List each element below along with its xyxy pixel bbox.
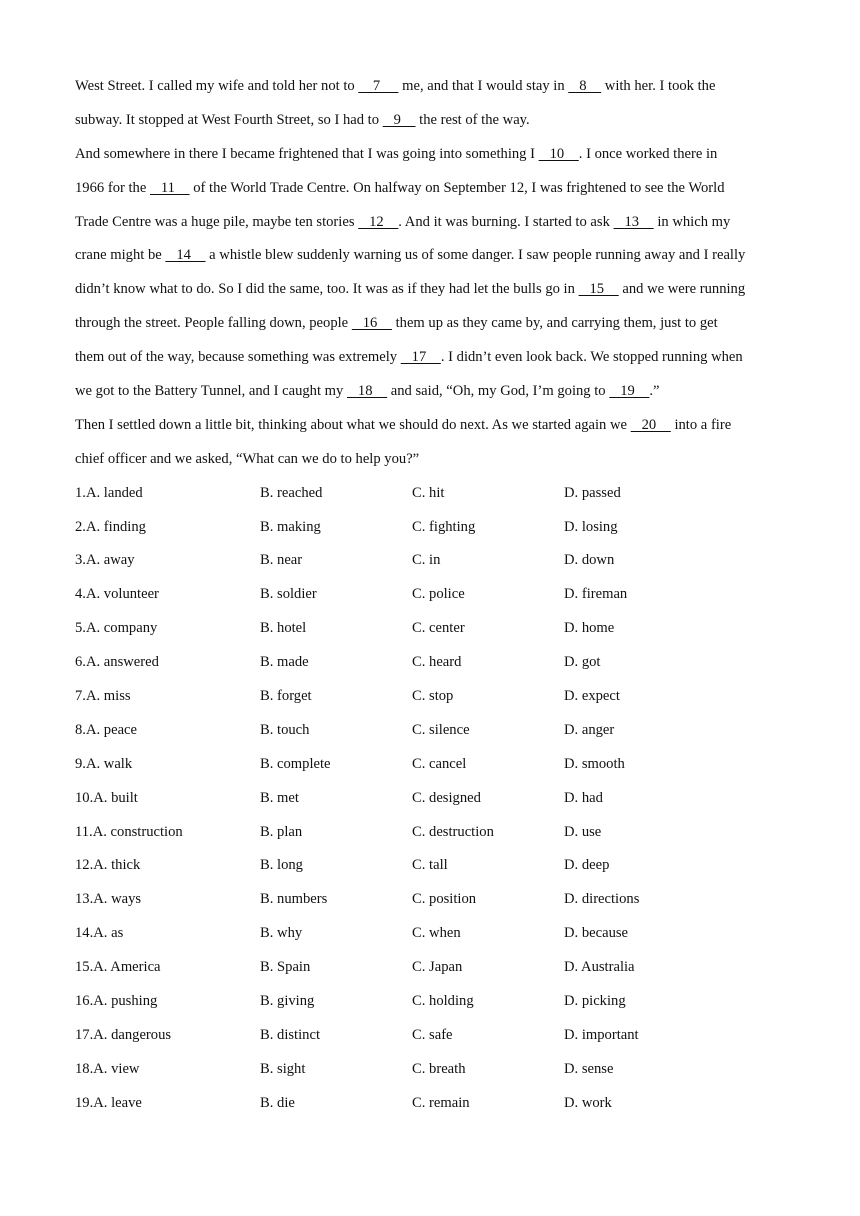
option-d: D. because (564, 925, 629, 942)
option-c: C. holding (412, 993, 474, 1010)
option-a (75, 612, 157, 646)
option-d: D. important (564, 1026, 639, 1043)
option-a (75, 951, 161, 985)
passage-line (75, 70, 795, 104)
passage-text: . I didn’t even look back. We stopped running when (440, 349, 743, 366)
option-d: D. home (564, 620, 615, 637)
option-a (75, 1053, 139, 1087)
question-row (75, 1053, 795, 1087)
option-a-text: A. leave (93, 1094, 142, 1111)
option-a (75, 748, 132, 782)
question-number: 7. (75, 688, 86, 705)
option-a (75, 985, 157, 1019)
passage-text: chief officer and we asked, “What can we do to help you?” (75, 450, 420, 467)
option-b: B. die (260, 1094, 295, 1111)
option-c: C. safe (412, 1026, 453, 1043)
question-number: 13. (75, 891, 94, 908)
option-c: C. Japan (412, 959, 463, 976)
option-b: B. sight (260, 1060, 306, 1077)
passage-text: them up as they came by, and carrying them, just to get (391, 315, 718, 332)
option-b: B. distinct (260, 1026, 320, 1043)
option-c: C. silence (412, 721, 470, 738)
passage-line (75, 138, 795, 172)
option-d: D. down (564, 552, 615, 569)
passage-text: didn’t know what to do. So I did the same, too. It was as if they had let the bulls go in (75, 281, 579, 298)
option-a-text: A. away (85, 552, 135, 569)
passage-text: Then I settled down a little bit, thinking about what we should do next. As we started again we (75, 416, 631, 433)
question-number: 15. (75, 959, 94, 976)
option-b: B. giving (260, 993, 315, 1010)
option-b: B. forget (260, 688, 312, 705)
passage-line (75, 443, 795, 477)
option-b: B. near (260, 552, 303, 569)
question-number: 1. (75, 484, 86, 501)
option-c: C. designed (412, 789, 481, 806)
passage-line (75, 409, 795, 443)
option-b: B. why (260, 925, 303, 942)
passage-text: into a fire (670, 416, 732, 433)
option-b: B. Spain (260, 959, 311, 976)
question-number: 6. (75, 654, 86, 671)
question-row (75, 816, 795, 850)
option-b: B. complete (260, 755, 331, 772)
option-a-text: A. as (93, 925, 124, 942)
option-d: D. got (564, 654, 601, 671)
passage-line (75, 104, 795, 138)
option-c: C. cancel (412, 755, 467, 772)
option-b: B. soldier (260, 586, 317, 603)
option-d: D. anger (564, 721, 615, 738)
option-a-text: A. built (93, 789, 138, 806)
answer-blank: 12 (358, 213, 399, 230)
cloze-passage (75, 70, 795, 477)
passage-text: subway. It stopped at West Fourth Street, so I had to (75, 111, 383, 128)
option-a (75, 646, 159, 680)
question-row (75, 714, 795, 748)
question-row (75, 578, 795, 612)
answer-blank: 20 (630, 416, 671, 433)
passage-text: them out of the way, because something was extremely (75, 349, 401, 366)
passage-line (75, 307, 795, 341)
option-c: C. stop (412, 688, 454, 705)
answer-blank: 7 (358, 78, 399, 94)
question-number: 14. (75, 925, 94, 942)
question-number: 10. (75, 789, 94, 806)
option-a-text: A. thick (93, 857, 141, 874)
option-c: C. center (412, 620, 465, 637)
option-d: D. directions (564, 891, 640, 908)
passage-line (75, 375, 795, 409)
option-d: D. had (564, 789, 603, 806)
question-row (75, 1019, 795, 1053)
option-a (75, 511, 146, 545)
answer-blank: 15 (578, 281, 619, 298)
option-d: D. use (564, 823, 602, 840)
option-a (75, 917, 123, 951)
option-d: D. work (564, 1094, 612, 1111)
question-row (75, 748, 795, 782)
question-row (75, 612, 795, 646)
passage-text: through the street. People falling down, people (75, 315, 352, 332)
question-number: 5. (75, 620, 86, 637)
option-c: C. breath (412, 1060, 466, 1077)
option-c: C. police (412, 586, 465, 603)
question-number: 17. (75, 1026, 94, 1043)
option-b: B. plan (260, 823, 303, 840)
question-number: 19. (75, 1094, 94, 1111)
question-number: 12. (75, 857, 94, 874)
passage-text: the rest of the way. (415, 111, 530, 128)
option-c: C. when (412, 925, 461, 942)
passage-text: And somewhere in there I became frightened that I was going into something I (75, 145, 539, 162)
answer-blank: 14 (165, 247, 206, 264)
question-number: 11. (75, 823, 93, 840)
answer-blank: 17 (400, 349, 441, 366)
option-d: D. Australia (564, 959, 635, 976)
option-a-text: A. company (85, 620, 158, 637)
option-c: C. remain (412, 1094, 470, 1111)
passage-text: Trade Centre was a huge pile, maybe ten stories (75, 213, 359, 230)
answer-blank: 19 (609, 383, 650, 400)
option-b: B. making (260, 518, 321, 535)
option-a-text: A. volunteer (85, 586, 159, 603)
option-c: C. heard (412, 654, 462, 671)
option-a-text: A. dangerous (93, 1026, 172, 1043)
option-a-text: A. pushing (93, 993, 158, 1010)
option-a-text: A. answered (85, 654, 159, 671)
option-a-text: A. construction (92, 823, 183, 840)
option-a-text: A. ways (93, 891, 142, 908)
answer-blank: 11 (149, 179, 190, 196)
option-b: B. reached (260, 484, 323, 501)
question-number: 18. (75, 1060, 94, 1077)
passage-text: with her. I took the (601, 78, 716, 94)
option-c: C. in (412, 552, 441, 569)
option-a (75, 1087, 142, 1121)
option-a (75, 477, 143, 511)
passage-text: .” (649, 383, 660, 400)
passage-line (75, 206, 795, 240)
option-a-text: A. view (93, 1060, 140, 1077)
option-d: D. passed (564, 484, 621, 501)
option-d: D. sense (564, 1060, 614, 1077)
passage-line (75, 239, 795, 273)
option-c: C. position (412, 891, 477, 908)
option-a (75, 578, 159, 612)
option-a (75, 816, 183, 850)
option-d: D. expect (564, 688, 620, 705)
option-a-text: A. landed (85, 484, 143, 501)
question-number: 16. (75, 993, 94, 1010)
question-row (75, 883, 795, 917)
option-c: C. tall (412, 857, 448, 874)
answer-options (75, 477, 795, 1121)
option-a-text: A. peace (85, 721, 137, 738)
answer-blank: 9 (382, 111, 416, 128)
option-c: C. destruction (412, 823, 494, 840)
option-d: D. picking (564, 993, 626, 1010)
option-d: D. deep (564, 857, 610, 874)
passage-text: . And it was burning. I started to ask (398, 213, 614, 230)
passage-text: . I once worked there in (578, 145, 718, 162)
option-a (75, 883, 141, 917)
question-number: 9. (75, 755, 86, 772)
passage-text: we got to the Battery Tunnel, and I caught my (75, 383, 347, 400)
document-page (75, 70, 795, 1121)
option-c: C. fighting (412, 518, 476, 535)
option-d: D. smooth (564, 755, 625, 772)
option-d: D. losing (564, 518, 618, 535)
question-row (75, 849, 795, 883)
question-number: 3. (75, 552, 86, 569)
question-row (75, 985, 795, 1019)
question-number: 4. (75, 586, 86, 603)
question-row (75, 511, 795, 545)
question-row (75, 544, 795, 578)
option-b: B. long (260, 857, 303, 874)
question-number: 8. (75, 721, 86, 738)
passage-text: 1966 for the (75, 179, 150, 196)
question-row (75, 646, 795, 680)
answer-blank: 10 (538, 145, 579, 162)
passage-text: a whistle blew suddenly warning us of some danger. I saw people running away and I really (205, 247, 746, 264)
passage-line (75, 172, 795, 206)
question-number: 2. (75, 518, 86, 535)
option-d: D. fireman (564, 586, 628, 603)
answer-blank: 13 (613, 213, 654, 230)
question-row (75, 782, 795, 816)
option-b: B. met (260, 789, 299, 806)
answer-blank: 8 (568, 78, 602, 94)
option-a (75, 544, 135, 578)
option-a (75, 680, 131, 714)
question-row (75, 680, 795, 714)
option-a (75, 714, 137, 748)
option-b: B. hotel (260, 620, 307, 637)
option-a (75, 1019, 171, 1053)
option-a-text: A. America (93, 959, 161, 976)
passage-line (75, 341, 795, 375)
question-row (75, 917, 795, 951)
passage-line (75, 273, 795, 307)
option-a-text: A. miss (85, 688, 131, 705)
question-row (75, 951, 795, 985)
answer-blank: 16 (351, 315, 392, 332)
question-row (75, 1087, 795, 1121)
passage-text: me, and that I would stay in (398, 78, 569, 94)
option-b: B. touch (260, 721, 310, 738)
option-a (75, 782, 138, 816)
answer-blank: 18 (346, 383, 388, 400)
question-row (75, 477, 795, 511)
option-a (75, 849, 140, 883)
option-c: C. hit (412, 484, 445, 501)
option-a-text: A. finding (85, 518, 146, 535)
passage-text: and we were running (618, 281, 746, 298)
option-a-text: A. walk (85, 755, 133, 772)
passage-text: of the World Trade Centre. On halfway on September 12, I was frightened to see the World (189, 179, 725, 196)
option-b: B. made (260, 654, 309, 671)
passage-text: in which my (653, 213, 731, 230)
passage-text: crane might be (75, 247, 166, 264)
passage-text: and said, “Oh, my God, I’m going to (387, 383, 610, 400)
passage-text: West Street. I called my wife and told her not to (75, 78, 359, 94)
option-b: B. numbers (260, 891, 328, 908)
